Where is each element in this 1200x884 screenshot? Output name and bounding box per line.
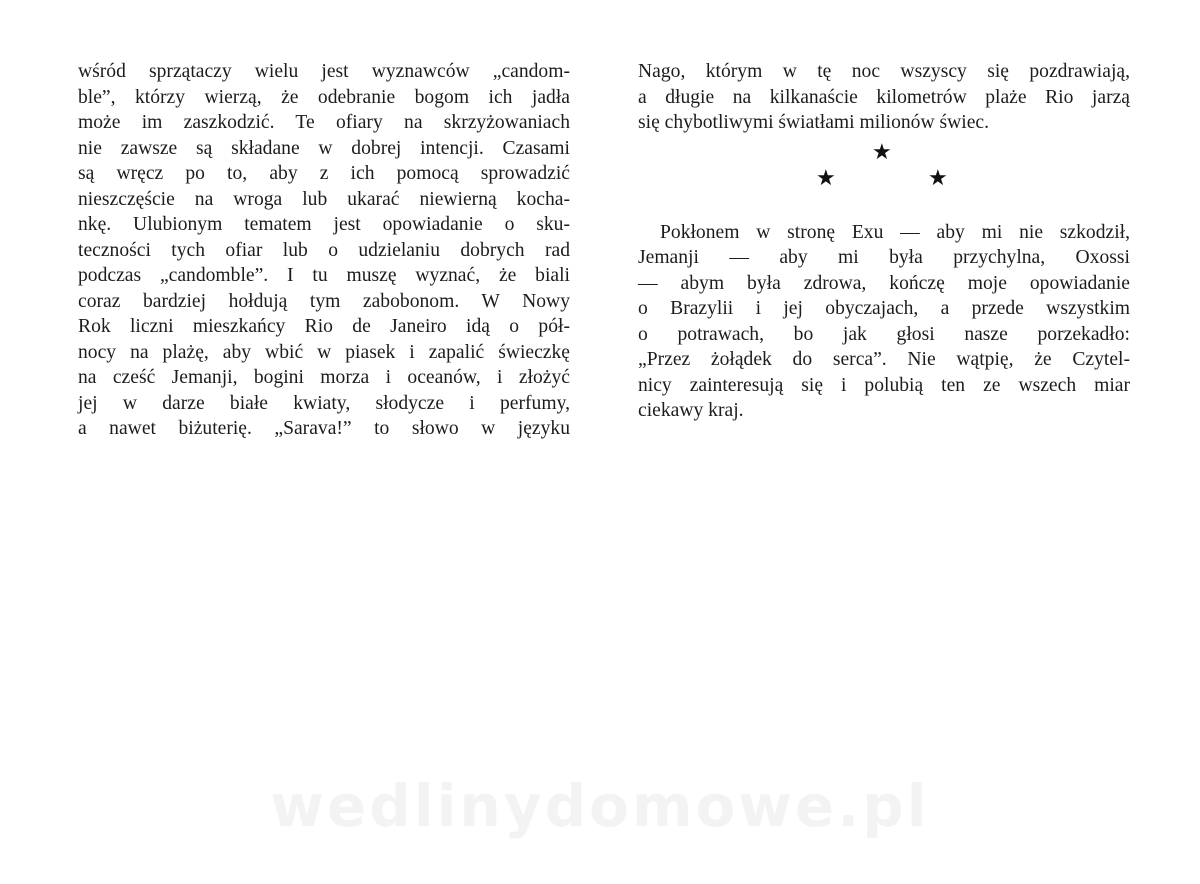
text-line: jej w darze białe kwiaty, słodycze i perfumy, xyxy=(78,392,570,414)
text-line: ciekawy kraj. xyxy=(638,400,744,421)
text-line: — abym była zdrowa, kończę moje opowiadanie xyxy=(638,272,1130,294)
closing-paragraph xyxy=(638,220,1130,424)
text-line: na cześć Jemanji, bogini morza i oceanów, i złożyć xyxy=(78,367,570,388)
text-line: a nawet biżuterię. „Sarava!” to słowo w języku xyxy=(78,418,570,439)
right-text-column xyxy=(638,59,1130,424)
text-line: są wręcz po to, aby z ich pomocą sprowadzić xyxy=(78,163,570,184)
text-line: Pokłonem w stronę Exu — aby mi nie szkodził, xyxy=(660,221,1130,243)
text-line: o potrawach, bo jak głosi nasze porzekadło: xyxy=(638,323,1130,345)
section-separator xyxy=(638,136,1130,220)
text-line: nie zawsze są składane w dobrej intencji. Czasami xyxy=(78,137,570,159)
star-icon: ★ xyxy=(928,165,948,191)
text-line: nicy zainteresują się i polubią ten ze wszech miar xyxy=(638,374,1130,396)
text-line: Nago, którym w tę noc wszyscy się pozdrawiają, xyxy=(638,61,1130,82)
text-line: się chybotliwymi światłami milionów świec. xyxy=(638,112,990,133)
text-line: nieszczęście na wroga lub ukarać niewierną kocha- xyxy=(78,188,570,210)
text-line: Rok liczni mieszkańcy Rio de Janeiro idą o pół- xyxy=(78,316,570,337)
text-line: może im zaszkodzić. Te ofiary na skrzyżowaniach xyxy=(78,112,570,133)
text-line: o Brazylii i jej obyczajach, a przede wszystkim xyxy=(638,298,1130,319)
star-icon: ★ xyxy=(816,165,836,191)
text-line: teczności tych ofiar lub o udzielaniu dobrych rad xyxy=(78,239,570,261)
text-line: nkę. Ulubionym tematem jest opowiadanie o sku- xyxy=(78,214,570,235)
text-line: wśród sprzątaczy wielu jest wyznawców „candom- xyxy=(78,61,570,82)
left-text-column xyxy=(78,59,570,442)
star-icon: ★ xyxy=(872,139,892,165)
text-line: „Przez żołądek do serca”. Nie wątpię, że Czytel- xyxy=(638,349,1130,370)
text-line: a długie na kilkanaście kilometrów plaże Rio jarzą xyxy=(638,86,1130,108)
text-line: Jemanji — aby mi była przychylna, Oxossi xyxy=(638,247,1130,268)
text-line: nocy na plażę, aby wbić w piasek i zapalić świeczkę xyxy=(78,341,570,363)
text-line: ble”, którzy wierzą, że odebranie bogom ich jadła xyxy=(78,86,570,108)
text-line: coraz bardziej hołdują tym zabobonom. W Nowy xyxy=(78,290,570,312)
text-line: podczas „candomble”. I tu muszę wyznać, że biali xyxy=(78,265,570,286)
watermark: wedlinydomowe.pl xyxy=(270,772,930,840)
